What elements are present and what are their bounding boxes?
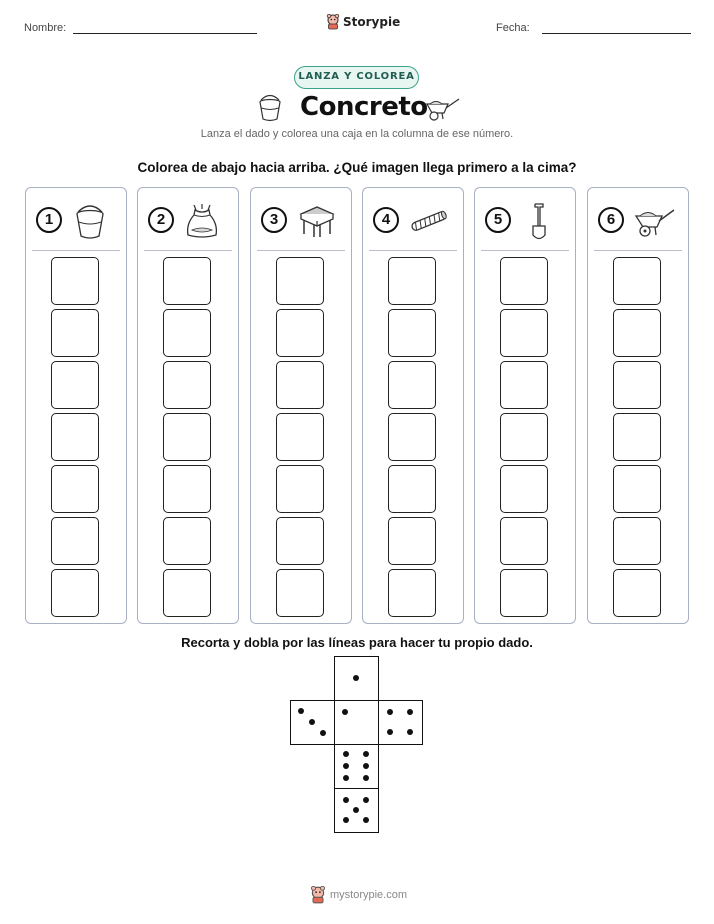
footer: [310, 886, 407, 904]
color-box[interactable]: [613, 465, 661, 513]
page-title: Concreto: [300, 92, 428, 122]
column-number: 3: [261, 207, 287, 233]
color-box[interactable]: [163, 465, 211, 513]
die-pip: [363, 797, 369, 803]
name-line: [73, 33, 257, 34]
subtitle: Lanza el dado y colorea una caja en la columna de ese número.: [200, 128, 514, 140]
color-box[interactable]: [276, 361, 324, 409]
name-label: Nombre:: [24, 22, 67, 34]
column-header: [138, 202, 238, 242]
die-face-1: [334, 700, 379, 745]
color-box[interactable]: [163, 569, 211, 617]
die-face-6: [334, 744, 379, 789]
column-divider: [32, 250, 120, 251]
column-divider: [481, 250, 569, 251]
footer-url[interactable]: mystorypie.com: [330, 889, 408, 901]
die-pip: [342, 709, 348, 715]
color-box[interactable]: [500, 257, 548, 305]
color-box[interactable]: [500, 465, 548, 513]
title-row: [0, 92, 714, 126]
color-box[interactable]: [276, 309, 324, 357]
column-4: [362, 187, 464, 624]
color-box[interactable]: [163, 257, 211, 305]
column-divider: [594, 250, 682, 251]
column-divider: [144, 250, 232, 251]
color-box[interactable]: [163, 309, 211, 357]
color-box[interactable]: [163, 361, 211, 409]
column-divider: [257, 250, 345, 251]
column-number: 6: [598, 207, 624, 233]
wheelbarrow-icon: [424, 94, 462, 122]
color-box[interactable]: [388, 257, 436, 305]
color-box[interactable]: [500, 413, 548, 461]
column-header: [251, 202, 351, 242]
color-box[interactable]: [276, 465, 324, 513]
color-box[interactable]: [388, 309, 436, 357]
bucket-icon: [257, 94, 283, 122]
color-box[interactable]: [388, 569, 436, 617]
die-face-1: [334, 656, 379, 701]
column-header: [363, 202, 463, 242]
column-number: 2: [148, 207, 174, 233]
die-pip: [343, 797, 349, 803]
die-pip: [407, 729, 413, 735]
date-line: [542, 33, 691, 34]
column-6: [587, 187, 689, 624]
color-box[interactable]: [613, 569, 661, 617]
column-5: [474, 187, 576, 624]
column-header: [26, 202, 126, 242]
color-box[interactable]: [276, 569, 324, 617]
instruction-text: Colorea de abajo hacia arriba. ¿Qué imagen llega primero a la cima?: [137, 160, 577, 175]
storypie-mascot-icon: [310, 886, 326, 904]
color-box[interactable]: [500, 569, 548, 617]
die-pip: [343, 751, 349, 757]
column-header: [588, 202, 688, 242]
color-box[interactable]: [51, 517, 99, 565]
color-box[interactable]: [500, 361, 548, 409]
color-box[interactable]: [388, 465, 436, 513]
column-3: [250, 187, 352, 624]
date-label: Fecha:: [496, 22, 530, 34]
column-number: 5: [485, 207, 511, 233]
die-pip: [407, 709, 413, 715]
color-box[interactable]: [163, 413, 211, 461]
column-2: [137, 187, 239, 624]
color-box[interactable]: [613, 517, 661, 565]
color-box[interactable]: [51, 361, 99, 409]
color-box[interactable]: [51, 413, 99, 461]
storypie-mascot-icon: [326, 14, 340, 30]
color-box[interactable]: [388, 413, 436, 461]
die-pip: [343, 775, 349, 781]
color-box[interactable]: [276, 413, 324, 461]
column-1: [25, 187, 127, 624]
cut-instruction: Recorta y dobla por las líneas para hacer tu propio dado.: [181, 635, 533, 650]
color-box[interactable]: [163, 517, 211, 565]
color-box[interactable]: [500, 309, 548, 357]
color-box[interactable]: [500, 517, 548, 565]
column-number: 1: [36, 207, 62, 233]
column-divider: [369, 250, 457, 251]
die-pip: [309, 719, 315, 725]
color-box[interactable]: [51, 309, 99, 357]
rebar-icon: [409, 202, 449, 240]
shovel-icon: [521, 202, 557, 242]
die-pip: [387, 709, 393, 715]
brand-logo: [326, 14, 400, 30]
die-pip: [353, 807, 359, 813]
color-box[interactable]: [613, 257, 661, 305]
color-box[interactable]: [613, 309, 661, 357]
die-pip: [298, 708, 304, 714]
column-header: [475, 202, 575, 242]
color-box[interactable]: [51, 465, 99, 513]
die-pip: [363, 817, 369, 823]
color-box[interactable]: [388, 361, 436, 409]
worksheet-header: [0, 14, 714, 42]
brand-name: Storypie: [343, 15, 401, 29]
color-box[interactable]: [613, 413, 661, 461]
cement-bag-icon: [184, 202, 220, 240]
die-pip: [343, 763, 349, 769]
die-pip: [363, 751, 369, 757]
die-pip: [363, 763, 369, 769]
die-pip: [343, 817, 349, 823]
color-box[interactable]: [51, 569, 99, 617]
wheelbarrow-icon: [634, 202, 676, 240]
die-face-5: [334, 788, 379, 833]
activity-badge: LANZA Y COLOREA: [294, 66, 419, 89]
color-box[interactable]: [276, 257, 324, 305]
die-pip: [320, 730, 326, 736]
mixing-tray-icon: [297, 202, 337, 240]
color-box[interactable]: [388, 517, 436, 565]
color-box[interactable]: [613, 361, 661, 409]
color-box[interactable]: [276, 517, 324, 565]
die-face-3: [290, 700, 335, 745]
die-face-4: [378, 700, 423, 745]
die-pip: [387, 729, 393, 735]
bucket-icon: [72, 202, 108, 240]
die-pip: [353, 675, 359, 681]
column-number: 4: [373, 207, 399, 233]
color-box[interactable]: [51, 257, 99, 305]
die-pip: [363, 775, 369, 781]
